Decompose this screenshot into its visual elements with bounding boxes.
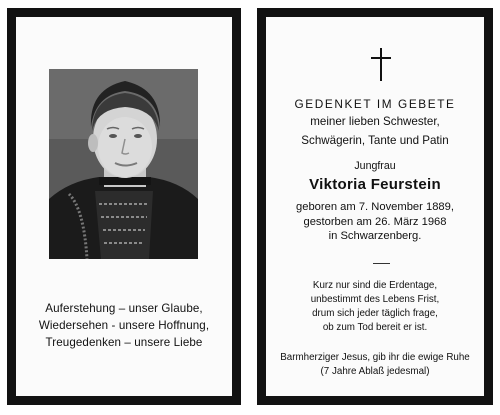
memorial-card-left (7, 8, 241, 405)
portrait-photo (49, 69, 198, 259)
heading: GEDENKET IM GEBETE (294, 97, 456, 111)
verse-line: Wiedersehen - unsere Hoffnung, (38, 319, 210, 332)
verse-line: Auferstehung – unser Glaube, (45, 302, 203, 315)
divider (373, 263, 390, 264)
prayer (266, 351, 484, 379)
poem-line: ob zum Tod bereit er ist. (322, 322, 428, 333)
death-line: gestorben am 26. März 1968 (303, 215, 447, 228)
relation-line-2: Schwägerin, Tante und Patin (301, 134, 449, 147)
poem-line: unbestimmt des Lebens Frist, (310, 294, 440, 305)
verse-line: Treugedenken – unsere Liebe (45, 336, 203, 349)
life-dates (266, 200, 484, 244)
marital-status: Jungfrau (354, 160, 396, 172)
faith-hope-love-verse (16, 300, 232, 351)
birth-line: geboren am 7. November 1889, (296, 201, 454, 213)
poem-line: Kurz nur sind die Erdentage, (312, 280, 438, 291)
poem-line: drum sich jeder täglich frage, (312, 308, 438, 319)
indulgence-line: (7 Jahre Ablaß jedesmal) (320, 366, 430, 377)
place-line: in Schwarzenberg. (328, 230, 422, 242)
latin-cross-icon (371, 48, 391, 81)
relation-line-1: meiner lieben Schwester, (310, 115, 440, 128)
prayer-line: Barmherziger Jesus, gib ihr die ewige Ruhe (280, 352, 470, 363)
deceased-name: Viktoria Feurstein (309, 176, 441, 193)
memorial-card-right (257, 8, 493, 405)
poem (266, 279, 484, 335)
